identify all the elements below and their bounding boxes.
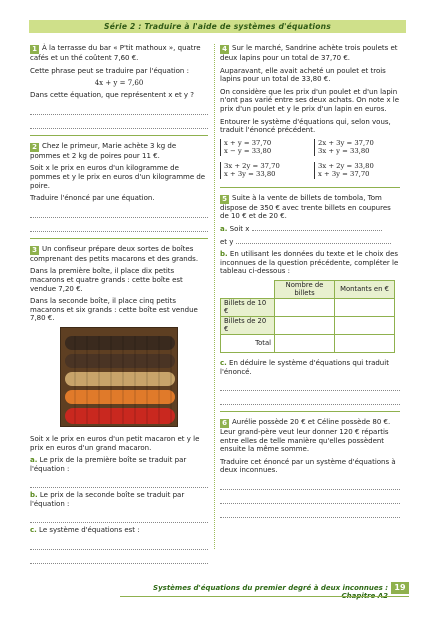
exercise-5-question-a xyxy=(220,225,400,234)
exercise-4-text3: On considère que les prix d'un poulet et d'un lapin n'ont pas varié entre ses deux achats. On note x le prix d'un poulet et y le prix d'un lapin en euros. xyxy=(220,87,400,113)
separator xyxy=(220,187,400,188)
exercise-1-equation: 4x + y = 7,60 xyxy=(94,79,144,88)
system-equation: x + y = 37,70 xyxy=(224,138,272,147)
system-equation: 3x + 2y = 37,70 xyxy=(224,161,280,170)
question-label: c. xyxy=(30,526,37,535)
table-cell[interactable] xyxy=(335,316,395,334)
footer-rule xyxy=(120,596,409,597)
system-option[interactable] xyxy=(314,139,400,156)
exercise-4-statement xyxy=(220,44,400,63)
exercise-1-statement xyxy=(30,44,208,63)
table-cell[interactable] xyxy=(335,334,395,352)
table-corner xyxy=(221,280,275,298)
exercise-number: 2 xyxy=(30,143,39,152)
question-text: Le système d'équations est : xyxy=(39,526,140,535)
system-equation: x + 3y = 33,80 xyxy=(224,170,276,179)
exercise-4-text: Sur le marché, Sandrine achète trois poulets et deux lapins pour un total de 37,70 €. xyxy=(220,44,398,62)
exercise-3-definition: Soit x le prix en euros d'un petit macaron et y le prix en euros d'un grand macaron. xyxy=(30,434,200,452)
system-equation: 3x + 2y = 33,80 xyxy=(318,161,374,170)
system-equation: 2x + 3y = 37,70 xyxy=(318,138,374,147)
answer-line[interactable] xyxy=(30,553,208,564)
exercise-number: 4 xyxy=(220,45,229,54)
exercise-5-text: Suite à la vente de billets de tombola, Tom dispose de 350 € avec trente billets en coupures de 10 € et de 20 €. xyxy=(220,193,391,221)
table-cell[interactable] xyxy=(275,298,335,316)
separator xyxy=(30,238,208,239)
exercise-1-text: À la terrasse du bar « P'tit mathoux », quatre cafés et un thé coûtent 7,60 €. xyxy=(30,44,201,62)
system-option[interactable] xyxy=(314,162,400,179)
chapter-footer: Systèmes d'équations du premier degré à deux inconnues : Chapitre A2 xyxy=(153,584,388,600)
table-cell[interactable] xyxy=(335,298,395,316)
macarons-image xyxy=(61,328,178,427)
exercise-5-statement xyxy=(220,194,400,221)
system-equation: x + 3y = 37,70 xyxy=(318,170,370,179)
question-text: Le prix de la première boîte se traduit par l'équation : xyxy=(30,456,187,473)
exercise-2-question: Traduire l'énoncé par une équation. xyxy=(30,194,155,203)
table-row-label: Billets de 20 € xyxy=(221,316,275,334)
question-text: et y xyxy=(220,237,234,246)
exercise-3-box2: Dans la seconde boîte, il place cinq petits macarons et six grands : cette boîte est vendue 7,80 €. xyxy=(30,297,198,323)
separator xyxy=(30,135,208,136)
table-row-label: Billets de 10 € xyxy=(221,298,275,316)
exercise-3-question-c xyxy=(30,526,208,535)
series-banner: Série 2 : Traduire à l'aide de systèmes d'équations xyxy=(29,20,406,33)
exercise-number: 6 xyxy=(220,419,229,428)
answer-line[interactable] xyxy=(30,104,208,115)
question-text: En déduire le système d'équations qui traduit l'énoncé. xyxy=(220,358,389,376)
table-row-label: Total xyxy=(221,334,275,352)
answer-line[interactable] xyxy=(220,479,400,490)
exercise-1-line2: Cette phrase peut se traduire par l'équation : xyxy=(30,66,189,75)
left-column xyxy=(30,44,208,567)
right-column xyxy=(220,44,400,521)
question-label: a. xyxy=(30,456,38,465)
table-cell[interactable] xyxy=(275,316,335,334)
separator xyxy=(220,411,400,412)
exercise-4-text4: Entourer le système d'équations qui, selon vous, traduit l'énoncé précédent. xyxy=(220,117,391,135)
answer-line[interactable] xyxy=(236,243,391,244)
system-equation: x − y = 33,80 xyxy=(224,147,272,156)
system-equation: 3x + y = 33,80 xyxy=(318,147,370,156)
answer-line[interactable] xyxy=(220,380,400,391)
exercise-3-question-b xyxy=(30,491,208,508)
answer-line[interactable] xyxy=(30,118,208,129)
exercise-2-text: Chez le primeur, Marie achète 3 kg de pommes et 2 kg de poires pour 11 €. xyxy=(30,141,177,160)
exercise-5-question-a2 xyxy=(220,238,400,247)
answer-line[interactable] xyxy=(252,230,382,231)
question-label: b. xyxy=(30,491,38,500)
answer-line[interactable] xyxy=(30,477,208,488)
answer-line[interactable] xyxy=(220,493,400,504)
exercise-2-definition: Soit x le prix en euros d'un kilogramme de pommes et y le prix en euros d'un kilogramme de poire. xyxy=(30,164,206,190)
exercise-5-question-c xyxy=(220,359,400,376)
exercise-2-statement xyxy=(30,142,208,161)
exercise-number: 1 xyxy=(30,45,39,54)
answer-line[interactable] xyxy=(30,221,208,232)
question-text: Le prix de la seconde boîte se traduit par l'équation : xyxy=(30,491,185,508)
page-number: 19 xyxy=(391,582,409,594)
system-option[interactable] xyxy=(220,139,306,156)
exercise-5-question-b xyxy=(220,250,400,276)
question-label: a. xyxy=(220,224,228,233)
exercise-4-text2: Auparavant, elle avait acheté un poulet et trois lapins pour un total de 33,80 €. xyxy=(220,66,386,84)
systems-grid xyxy=(220,139,400,179)
exercise-6-statement xyxy=(220,418,400,454)
exercise-1-question: Dans cette équation, que représentent x et y ? xyxy=(30,91,194,100)
column-divider xyxy=(214,44,215,549)
answer-line[interactable] xyxy=(30,539,208,550)
exercise-3-question-a xyxy=(30,456,208,473)
exercise-6-question: Traduire cet énoncé par un système d'équations à deux inconnues. xyxy=(220,457,396,475)
table-header: Montants en € xyxy=(335,280,395,298)
question-text: Soit x xyxy=(229,224,250,233)
tombola-table xyxy=(220,280,395,353)
macarons-photo xyxy=(60,327,178,427)
answer-line[interactable] xyxy=(30,207,208,218)
exercise-3-text: Un confiseur prépare deux sortes de boîtes comprenant des petits macarons et des grands. xyxy=(30,244,199,263)
table-header: Nombre de billets xyxy=(275,280,335,298)
exercise-3-box1: Dans la première boîte, il place dix petits macarons et quatre grands : cette boîte est vendue 7,20 €. xyxy=(30,267,183,293)
answer-line[interactable] xyxy=(220,394,400,405)
exercise-number: 5 xyxy=(220,195,229,204)
answer-line[interactable] xyxy=(30,512,208,523)
table-cell[interactable] xyxy=(275,334,335,352)
exercise-6-text: Aurélie possède 20 € et Céline possède 80 €. Leur grand-père veut leur donner 120 € répartis entre elles de telle manière qu'elles possèdent ensuite la même somme. xyxy=(220,418,391,454)
question-label: c. xyxy=(220,358,227,367)
system-option[interactable] xyxy=(220,162,306,179)
question-label: b. xyxy=(220,250,228,259)
exercise-3-statement xyxy=(30,245,208,264)
answer-line[interactable] xyxy=(220,507,400,518)
exercise-number: 3 xyxy=(30,246,39,255)
question-text: En utilisant les données du texte et le choix des inconnues de la question précédente, compléter le tableau ci-dessous : xyxy=(220,250,399,276)
